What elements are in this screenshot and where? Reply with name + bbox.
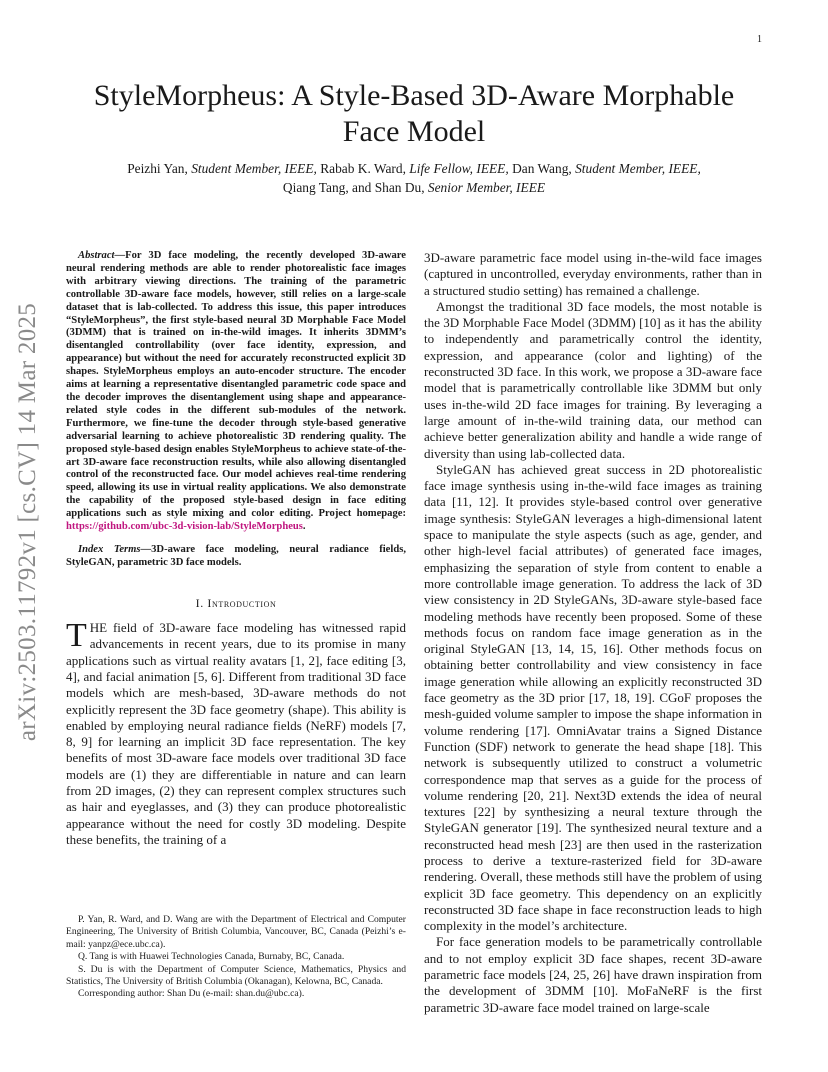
author-name: Dan Wang,: [512, 161, 572, 176]
abstract: [66, 250, 406, 534]
paper-title: StyleMorpheus: A Style-Based 3D-Aware Morphable Face Model: [93, 79, 735, 148]
arxiv-stamp-text: arXiv:2503.11792v1 [cs.CV] 14 Mar 2025: [14, 302, 41, 742]
index-terms-label: Index Terms: [78, 543, 141, 555]
arxiv-stamp: [8, 282, 48, 762]
index-terms-text: —3D-aware face modeling, neural radiance fields, StyleGAN, parametric 3D face models.: [66, 543, 406, 568]
body-paragraph: StyleGAN has achieved great success in 2D photorealistic face image synthesis using in-the-wild face images as training data [11, 12]. It provides style-based control over generative image synthesis: StyleGAN leverages a high-dimensional latent space to manipulate the style aspects (such as age, gender, and other high-level facial attributes) of generated face images, emphasizing the separation of style from content to enable a more controllable image generation. To address the lack of 3D view consistency in 2D StyleGANs, 3D-aware style-based face modeling methods have recently been proposed. Some of these methods focus on random face image generation as in the original StyleGAN [13, 14, 15, 16]. Other methods focus on obtaining better controllability and view consistency in face image generation while allowing an explicitly reconstructed 3D face geometry as the 3D prior [17, 18, 19]. CGoF proposes the mesh-guided volume sampler to impose the shape information in volume rendering [17]. OmniAvatar trains a Signed Distance Function (SDF) network to generate the head shape [18]. This network is subsequently utilized to construct a volumetric correspondence map that serves as a guide for the process of volume rendering [20, 21]. Next3D extends the idea of neural textures [22] by synthesizing a neural texture through the StyleGAN generator [19]. The synthesized neural texture and a reconstructed head mesh [23] are then used in the rasterization process to derive a texture-rasterized field for 3D-aware rendering. Overall, these methods still have the problem of using explicit 3D face geometry. This dependency on an explicitly reconstructed 3D face shape in face reconstruction leads to high complexity in the model’s architecture.: [424, 461, 762, 934]
body-paragraph: For face generation models to be parametrically controllable and to not employ explicit 3D face shapes, recent 3D-aware parametric face models [24, 25, 26] have drawn inspiration from the development of 3DMM [10]. MoFaNeRF is the first parametric 3D-aware face model trained on large-scale: [424, 934, 762, 1015]
author-name: Rabab K. Ward,: [320, 161, 406, 176]
footnote: S. Du is with the Department of Computer Science, Mathematics, Physics and Statistics, The University of British Columbia (Okanagan), Kelowna, BC, Canada.: [66, 963, 406, 988]
right-column: [424, 250, 762, 1016]
author-name: Peizhi Yan,: [127, 161, 188, 176]
author-role: Student Member, IEEE,: [575, 161, 701, 176]
abstract-end: .: [302, 521, 306, 533]
footnote: Q. Tang is with Huawei Technologies Canada, Burnaby, BC, Canada.: [78, 951, 345, 963]
footnotes: [66, 914, 406, 1001]
left-column: [66, 250, 406, 848]
footnote: P. Yan, R. Ward, and D. Wang are with the Department of Electrical and Computer Engineering, The University of British Columbia, Vancouver, BC, Canada (Peizhi’s e-mail: yanpz@ece.ubc.ca).: [66, 914, 406, 950]
author-role: Senior Member, IEEE: [427, 180, 546, 195]
section-heading: I. Introduction: [195, 595, 277, 610]
intro-text: HE field of 3D-aware face modeling has witnessed rapid advancements in recent years, due to its promise in many applications such as virtual reality avatars [1, 2], face editing [3, 4], and facial animation [5, 6]. Different from traditional 3D face models which are mesh-based, 3D-aware methods do not explicitly represent the 3D face geometry (shape). This ability is enabled by employing neural radiance fields (NeRF) models [7, 8, 9] for learning an implicit 3D face representation. The key benefits of most 3D-aware face models over traditional 3D face models are (1) they are differentiable in nature and can learn from 2D images, (2) they can represent complex structures such as hair and eyeglasses, and (3) they can produce photorealistic appearance without the need for costly 3D modeling. Despite these benefits, the training of a: [66, 620, 406, 847]
intro-paragraph: [66, 617, 406, 848]
index-terms: [66, 544, 406, 570]
body-paragraph: Amongst the traditional 3D face models, the most notable is the 3D Morphable Face Model (3DMM) [10] as it has the ability to independently and parametrically control the identity, expression, and appearance (color and lighting) of the reconstructed 3D face. In this work, we propose a 3D-aware face model that is parametrically controllable like 3DMM but only uses in-the-wild 2D face images for training. By leveraging a large amount of in-the-wild training data, our method can achieve better generalization ability and handle a wide range of diversity than using lab-collected data.: [424, 298, 762, 461]
abstract-label: Abstract: [78, 250, 115, 261]
author-list: [80, 159, 748, 197]
body-paragraph: 3D-aware parametric face model using in-the-wild face images (captured in uncontrolled, everyday environments, rather than in a structured studio setting) has remained a challenge.: [424, 250, 762, 298]
page-number: 1: [757, 34, 762, 45]
abstract-text: —For 3D face modeling, the recently developed 3D-aware neural rendering methods are able to render photorealistic face images with arbitrary viewing directions. The training of the parametric controllable 3D-aware face models, however, still relies on a large-scale dataset that is lab-collected. To address this issue, this paper introduces “StyleMorpheus”, the first style-based neural 3D Morphable Face Model (3DMM) that is trained on in-the-wild images. It inherits 3DMM’s disentangled controllability (over face identity, expression, and appearance) but without the need for accurately reconstructed explicit 3D shapes. StyleMorpheus employs an auto-encoder structure. The encoder aims at learning a representative disentangled parametric code space and the decoder improves the disentanglement using shape and appearance-related style codes in the different sub-modules of the network. Furthermore, we fine-tune the decoder through style-based generative adversarial learning to achieve photorealistic 3D rendering quality. The proposed style-based design enables StyleMorpheus to achieve state-of-the-art 3D-aware face reconstruction results, while also allowing disentangled control of the reconstructed face. Our model achieves real-time rendering speed, allowing its use in virtual reality applications. We also demonstrate the capability of the proposed style-based design in face editing applications such as style mixing and color editing. Project homepage:: [66, 250, 406, 520]
author-role: Life Fellow, IEEE,: [409, 161, 509, 176]
author-role: Student Member, IEEE,: [191, 161, 317, 176]
drop-cap: T: [66, 617, 87, 655]
project-homepage-link[interactable]: https://github.com/ubc-3d-vision-lab/StyleMorpheus: [66, 521, 303, 533]
author-name: Qiang Tang, and Shan Du,: [282, 180, 425, 195]
footnote: Corresponding author: Shan Du (e-mail: shan.du@ubc.ca).: [78, 988, 305, 1000]
